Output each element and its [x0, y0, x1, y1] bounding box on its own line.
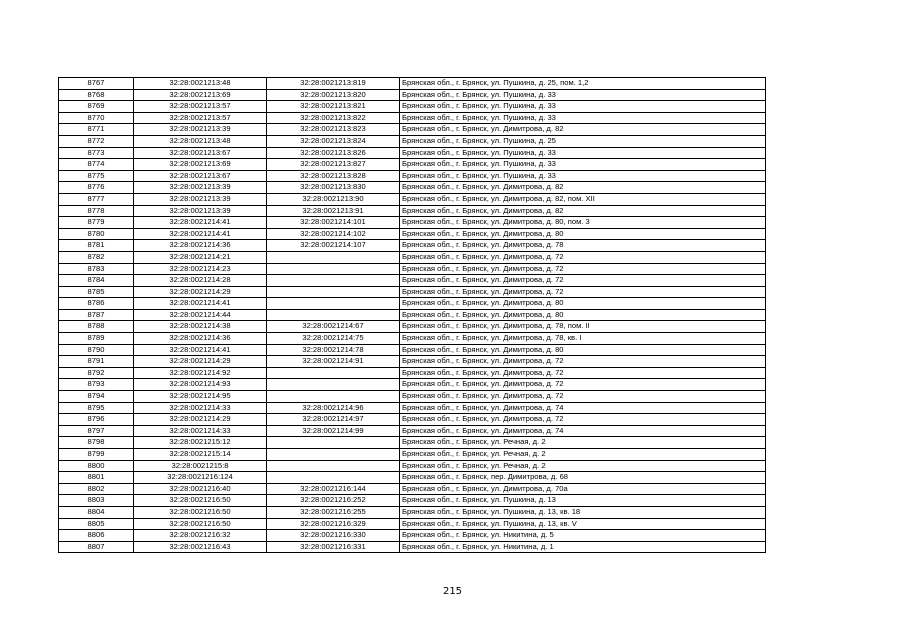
- cadastral-number-cell: 32:28:0021216:32: [134, 530, 267, 542]
- table-row: [59, 263, 766, 275]
- table-row: [59, 205, 766, 217]
- cadastral-number-cell: 32:28:0021214:29: [134, 286, 267, 298]
- table-row: [59, 414, 766, 426]
- table-row: [59, 402, 766, 414]
- address-cell: Брянская обл., г. Брянск, ул. Димитрова, д. 72: [400, 379, 766, 391]
- address-cell: Брянская обл., г. Брянск, ул. Димитрова, д. 80: [400, 298, 766, 310]
- table-row: [59, 275, 766, 287]
- cadastral-number-cell: 32:28:0021216:50: [134, 506, 267, 518]
- table-row: [59, 89, 766, 101]
- cadastral-number-cell: 32:28:0021213:39: [134, 124, 267, 136]
- row-number-cell: 8798: [59, 437, 134, 449]
- address-cell: Брянская обл., г. Брянск, ул. Димитрова, д. 82: [400, 205, 766, 217]
- row-number-cell: 8777: [59, 193, 134, 205]
- table-row: [59, 193, 766, 205]
- cadastral-number-cell: 32:28:0021214:23: [134, 263, 267, 275]
- address-cell: Брянская обл., г. Брянск, ул. Димитрова, д. 72: [400, 286, 766, 298]
- address-cell: Брянская обл., г. Брянск, ул. Димитрова, д. 72: [400, 356, 766, 368]
- row-number-cell: 8793: [59, 379, 134, 391]
- address-cell: Брянская обл., г. Брянск, ул. Пушкина, д. 25, пом. 1,2: [400, 78, 766, 90]
- cadastral-number-cell: 32:28:0021213:69: [134, 159, 267, 171]
- address-cell: Брянская обл., г. Брянск, пер. Димитрова, д. 68: [400, 472, 766, 484]
- cadastral-number-cell: 32:28:0021216:50: [134, 518, 267, 530]
- object-number-cell: 32:28:0021213:90: [267, 193, 400, 205]
- row-number-cell: 8802: [59, 483, 134, 495]
- row-number-cell: 8771: [59, 124, 134, 136]
- address-cell: Брянская обл., г. Брянск, ул. Пушкина, д. 13, кв. V: [400, 518, 766, 530]
- row-number-cell: 8770: [59, 112, 134, 124]
- row-number-cell: 8801: [59, 472, 134, 484]
- table-row: [59, 391, 766, 403]
- address-cell: Брянская обл., г. Брянск, ул. Димитрова, д. 72: [400, 414, 766, 426]
- object-number-cell: [267, 367, 400, 379]
- cadastral-number-cell: 32:28:0021214:36: [134, 240, 267, 252]
- table-row: [59, 449, 766, 461]
- row-number-cell: 8790: [59, 344, 134, 356]
- row-number-cell: 8778: [59, 205, 134, 217]
- row-number-cell: 8780: [59, 228, 134, 240]
- address-cell: Брянская обл., г. Брянск, ул. Пушкина, д. 13: [400, 495, 766, 507]
- row-number-cell: 8791: [59, 356, 134, 368]
- table-row: [59, 124, 766, 136]
- object-number-cell: [267, 251, 400, 263]
- cadastral-number-cell: 32:28:0021215:8: [134, 460, 267, 472]
- row-number-cell: 8783: [59, 263, 134, 275]
- address-cell: Брянская обл., г. Брянск, ул. Димитрова, д. 78, кв. I: [400, 333, 766, 345]
- row-number-cell: 8806: [59, 530, 134, 542]
- cadastral-number-cell: 32:28:0021213:57: [134, 112, 267, 124]
- cadastral-number-cell: 32:28:0021213:39: [134, 182, 267, 194]
- row-number-cell: 8807: [59, 541, 134, 553]
- row-number-cell: 8797: [59, 425, 134, 437]
- table-row: [59, 147, 766, 159]
- table-row: [59, 251, 766, 263]
- object-number-cell: [267, 379, 400, 391]
- address-cell: Брянская обл., г. Брянск, ул. Димитрова, д. 78: [400, 240, 766, 252]
- address-cell: Брянская обл., г. Брянск, ул. Никитина, д. 1: [400, 541, 766, 553]
- table-row: [59, 112, 766, 124]
- object-number-cell: 32:28:0021216:329: [267, 518, 400, 530]
- object-number-cell: 32:28:0021213:823: [267, 124, 400, 136]
- cadastral-number-cell: 32:28:0021214:33: [134, 402, 267, 414]
- table-row: [59, 309, 766, 321]
- cadastral-number-cell: 32:28:0021213:39: [134, 193, 267, 205]
- cadastral-number-cell: 32:28:0021213:69: [134, 89, 267, 101]
- object-number-cell: 32:28:0021216:331: [267, 541, 400, 553]
- row-number-cell: 8787: [59, 309, 134, 321]
- table-row: [59, 530, 766, 542]
- table-row: [59, 460, 766, 472]
- object-number-cell: [267, 460, 400, 472]
- address-cell: Брянская обл., г. Брянск, ул. Димитрова, д. 74: [400, 425, 766, 437]
- row-number-cell: 8788: [59, 321, 134, 333]
- table-row: [59, 101, 766, 113]
- registry-table-body: [59, 78, 766, 553]
- address-cell: Брянская обл., г. Брянск, ул. Пушкина, д. 25: [400, 135, 766, 147]
- object-number-cell: [267, 298, 400, 310]
- object-number-cell: 32:28:0021213:824: [267, 135, 400, 147]
- row-number-cell: 8792: [59, 367, 134, 379]
- object-number-cell: 32:28:0021213:830: [267, 182, 400, 194]
- address-cell: Брянская обл., г. Брянск, ул. Димитрова, д. 80, пом. 3: [400, 217, 766, 229]
- row-number-cell: 8785: [59, 286, 134, 298]
- address-cell: Брянская обл., г. Брянск, ул. Пушкина, д. 13, кв. 18: [400, 506, 766, 518]
- object-number-cell: 32:28:0021213:821: [267, 101, 400, 113]
- cadastral-number-cell: 32:28:0021215:12: [134, 437, 267, 449]
- row-number-cell: 8782: [59, 251, 134, 263]
- cadastral-number-cell: 32:28:0021213:67: [134, 147, 267, 159]
- object-number-cell: 32:28:0021213:828: [267, 170, 400, 182]
- cadastral-number-cell: 32:28:0021215:14: [134, 449, 267, 461]
- table-row: [59, 182, 766, 194]
- address-cell: Брянская обл., г. Брянск, ул. Пушкина, д. 33: [400, 112, 766, 124]
- cadastral-number-cell: 32:28:0021216:40: [134, 483, 267, 495]
- address-cell: Брянская обл., г. Брянск, ул. Димитрова, д. 80: [400, 309, 766, 321]
- address-cell: Брянская обл., г. Брянск, ул. Речная, д. 2: [400, 437, 766, 449]
- address-cell: Брянская обл., г. Брянск, ул. Никитина, д. 5: [400, 530, 766, 542]
- table-row: [59, 506, 766, 518]
- row-number-cell: 8789: [59, 333, 134, 345]
- object-number-cell: 32:28:0021216:252: [267, 495, 400, 507]
- table-row: [59, 356, 766, 368]
- row-number-cell: 8805: [59, 518, 134, 530]
- cadastral-number-cell: 32:28:0021214:38: [134, 321, 267, 333]
- cadastral-number-cell: 32:28:0021216:50: [134, 495, 267, 507]
- row-number-cell: 8779: [59, 217, 134, 229]
- object-number-cell: [267, 275, 400, 287]
- table-row: [59, 333, 766, 345]
- cadastral-number-cell: 32:28:0021214:21: [134, 251, 267, 263]
- address-cell: Брянская обл., г. Брянск, ул. Димитрова, д. 72: [400, 251, 766, 263]
- table-row: [59, 240, 766, 252]
- object-number-cell: 32:28:0021214:91: [267, 356, 400, 368]
- address-cell: Брянская обл., г. Брянск, ул. Димитрова, д. 80: [400, 344, 766, 356]
- cadastral-number-cell: 32:28:0021214:33: [134, 425, 267, 437]
- cadastral-number-cell: 32:28:0021214:41: [134, 344, 267, 356]
- table-row: [59, 159, 766, 171]
- row-number-cell: 8784: [59, 275, 134, 287]
- page-number: 215: [442, 586, 463, 597]
- table-row: [59, 367, 766, 379]
- row-number-cell: 8772: [59, 135, 134, 147]
- address-cell: Брянская обл., г. Брянск, ул. Димитрова, д. 72: [400, 263, 766, 275]
- object-number-cell: 32:28:0021213:826: [267, 147, 400, 159]
- object-number-cell: [267, 286, 400, 298]
- table-row: [59, 541, 766, 553]
- table-row: [59, 321, 766, 333]
- table-row: [59, 170, 766, 182]
- address-cell: Брянская обл., г. Брянск, ул. Пушкина, д. 33: [400, 101, 766, 113]
- object-number-cell: 32:28:0021216:255: [267, 506, 400, 518]
- row-number-cell: 8795: [59, 402, 134, 414]
- object-number-cell: 32:28:0021213:819: [267, 78, 400, 90]
- cadastral-number-cell: 32:28:0021214:44: [134, 309, 267, 321]
- object-number-cell: 32:28:0021214:97: [267, 414, 400, 426]
- object-number-cell: 32:28:0021213:820: [267, 89, 400, 101]
- row-number-cell: 8773: [59, 147, 134, 159]
- table-row: [59, 298, 766, 310]
- address-cell: Брянская обл., г. Брянск, ул. Пушкина, д. 33: [400, 159, 766, 171]
- row-number-cell: 8799: [59, 449, 134, 461]
- address-cell: Брянская обл., г. Брянск, ул. Пушкина, д. 33: [400, 170, 766, 182]
- address-cell: Брянская обл., г. Брянск, ул. Димитрова, д. 78, пом. II: [400, 321, 766, 333]
- row-number-cell: 8796: [59, 414, 134, 426]
- address-cell: Брянская обл., г. Брянск, ул. Димитрова, д. 72: [400, 275, 766, 287]
- cadastral-number-cell: 32:28:0021214:28: [134, 275, 267, 287]
- cadastral-number-cell: 32:28:0021216:43: [134, 541, 267, 553]
- cadastral-number-cell: 32:28:0021214:36: [134, 333, 267, 345]
- registry-table: [58, 77, 766, 553]
- object-number-cell: 32:28:0021214:107: [267, 240, 400, 252]
- object-number-cell: [267, 449, 400, 461]
- table-row: [59, 286, 766, 298]
- table-row: [59, 425, 766, 437]
- row-number-cell: 8786: [59, 298, 134, 310]
- cadastral-number-cell: 32:28:0021213:67: [134, 170, 267, 182]
- cadastral-number-cell: 32:28:0021213:57: [134, 101, 267, 113]
- object-number-cell: 32:28:0021214:67: [267, 321, 400, 333]
- cadastral-number-cell: 32:28:0021213:48: [134, 135, 267, 147]
- address-cell: Брянская обл., г. Брянск, ул. Димитрова, д. 72: [400, 391, 766, 403]
- object-number-cell: [267, 309, 400, 321]
- object-number-cell: 32:28:0021214:101: [267, 217, 400, 229]
- row-number-cell: 8774: [59, 159, 134, 171]
- row-number-cell: 8794: [59, 391, 134, 403]
- cadastral-number-cell: 32:28:0021214:92: [134, 367, 267, 379]
- cadastral-number-cell: 32:28:0021214:41: [134, 217, 267, 229]
- object-number-cell: 32:28:0021216:144: [267, 483, 400, 495]
- cadastral-number-cell: 32:28:0021214:95: [134, 391, 267, 403]
- address-cell: Брянская обл., г. Брянск, ул. Димитрова, д. 72: [400, 367, 766, 379]
- table-row: [59, 379, 766, 391]
- object-number-cell: 32:28:0021214:75: [267, 333, 400, 345]
- row-number-cell: 8769: [59, 101, 134, 113]
- object-number-cell: [267, 472, 400, 484]
- object-number-cell: [267, 391, 400, 403]
- table-row: [59, 518, 766, 530]
- object-number-cell: 32:28:0021213:822: [267, 112, 400, 124]
- row-number-cell: 8803: [59, 495, 134, 507]
- object-number-cell: 32:28:0021213:91: [267, 205, 400, 217]
- cadastral-number-cell: 32:28:0021213:48: [134, 78, 267, 90]
- object-number-cell: 32:28:0021214:78: [267, 344, 400, 356]
- table-row: [59, 495, 766, 507]
- address-cell: Брянская обл., г. Брянск, ул. Пушкина, д. 33: [400, 147, 766, 159]
- address-cell: Брянская обл., г. Брянск, ул. Димитрова, д. 82: [400, 124, 766, 136]
- table-row: [59, 228, 766, 240]
- row-number-cell: 8804: [59, 506, 134, 518]
- row-number-cell: 8775: [59, 170, 134, 182]
- row-number-cell: 8768: [59, 89, 134, 101]
- cadastral-number-cell: 32:28:0021214:29: [134, 414, 267, 426]
- address-cell: Брянская обл., г. Брянск, ул. Димитрова, д. 80: [400, 228, 766, 240]
- address-cell: Брянская обл., г. Брянск, ул. Димитрова, д. 82: [400, 182, 766, 194]
- address-cell: Брянская обл., г. Брянск, ул. Речная, д. 2: [400, 460, 766, 472]
- table-row: [59, 135, 766, 147]
- row-number-cell: 8800: [59, 460, 134, 472]
- object-number-cell: 32:28:0021214:102: [267, 228, 400, 240]
- address-cell: Брянская обл., г. Брянск, ул. Димитрова, д. 70а: [400, 483, 766, 495]
- cadastral-number-cell: 32:28:0021214:41: [134, 228, 267, 240]
- address-cell: Брянская обл., г. Брянск, ул. Димитрова, д. 82, пом. XII: [400, 193, 766, 205]
- table-row: [59, 78, 766, 90]
- table-row: [59, 472, 766, 484]
- row-number-cell: 8767: [59, 78, 134, 90]
- object-number-cell: 32:28:0021216:330: [267, 530, 400, 542]
- cadastral-number-cell: 32:28:0021214:29: [134, 356, 267, 368]
- table-row: [59, 344, 766, 356]
- object-number-cell: 32:28:0021214:99: [267, 425, 400, 437]
- table-row: [59, 483, 766, 495]
- cadastral-number-cell: 32:28:0021213:39: [134, 205, 267, 217]
- object-number-cell: [267, 263, 400, 275]
- address-cell: Брянская обл., г. Брянск, ул. Речная, д. 2: [400, 449, 766, 461]
- address-cell: Брянская обл., г. Брянск, ул. Пушкина, д. 33: [400, 89, 766, 101]
- row-number-cell: 8781: [59, 240, 134, 252]
- table-row: [59, 217, 766, 229]
- table-row: [59, 437, 766, 449]
- cadastral-number-cell: 32:28:0021216:124: [134, 472, 267, 484]
- address-cell: Брянская обл., г. Брянск, ул. Димитрова, д. 74: [400, 402, 766, 414]
- cadastral-number-cell: 32:28:0021214:41: [134, 298, 267, 310]
- object-number-cell: [267, 437, 400, 449]
- object-number-cell: 32:28:0021214:96: [267, 402, 400, 414]
- row-number-cell: 8776: [59, 182, 134, 194]
- object-number-cell: 32:28:0021213:827: [267, 159, 400, 171]
- cadastral-number-cell: 32:28:0021214:93: [134, 379, 267, 391]
